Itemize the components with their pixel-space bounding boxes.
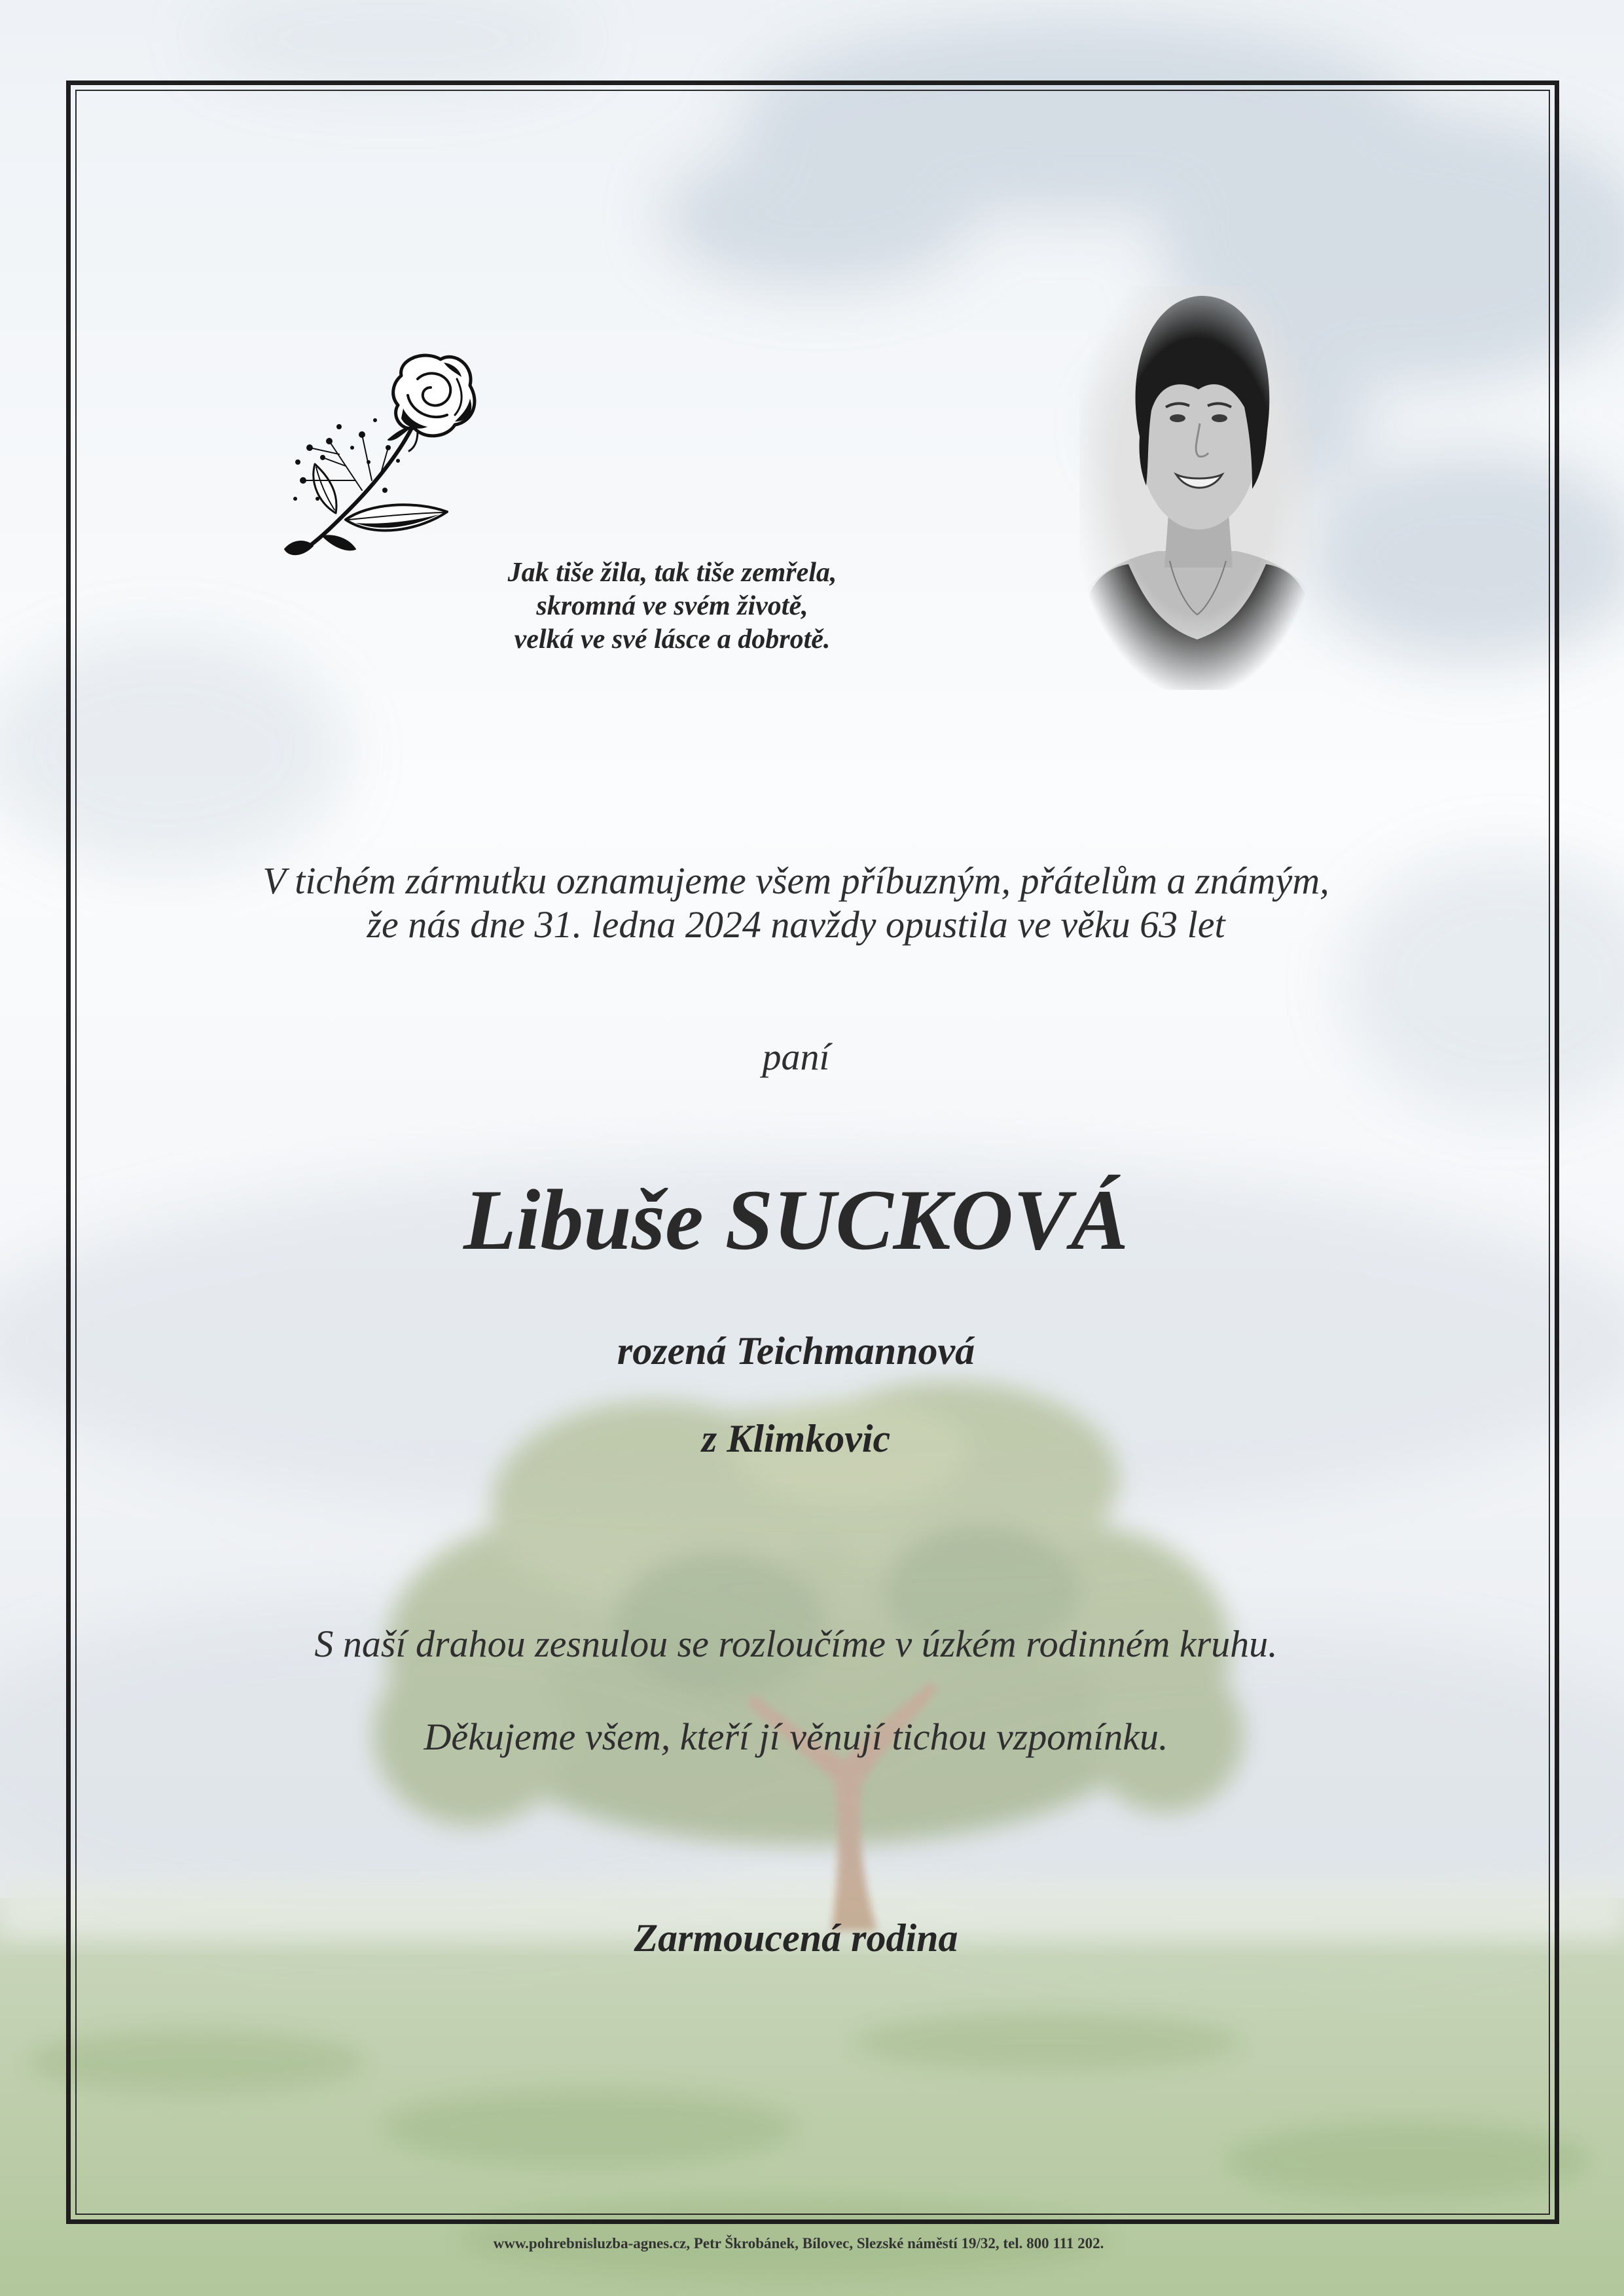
thanks-text: Děkujeme všem, kteří jí věnují tichou vzpomínku. — [424, 1715, 1168, 1758]
rose-icon — [283, 350, 477, 562]
signature: Zarmoucená rodina — [634, 1916, 958, 1960]
poem-line: Jak tiše žila, tak tiše zemřela, — [507, 558, 837, 588]
rose-head — [388, 355, 475, 451]
poem — [393, 556, 952, 656]
poem-line: skromná ve svém životě, — [536, 591, 808, 621]
portrait-photo — [1079, 286, 1314, 690]
announcement-line-2: že nás dne 31. ledna 2024 navždy opustila ve věku 63 let — [367, 903, 1225, 946]
farewell-text: S naší drahou zesnulou se rozloučíme v úzkém rodinném kruhu. — [314, 1623, 1278, 1665]
maiden-name: rozená Teichmannová — [617, 1329, 975, 1372]
origin: z Klimkovic — [701, 1417, 891, 1460]
deceased-name: Libuše SUCKOVÁ — [463, 1172, 1128, 1268]
footer-funeral-service: www.pohrebnisluzba-agnes.cz, Petr Škrobánek, Bílovec, Slezské náměstí 19/32, tel. 800 111 202. — [493, 2235, 1104, 2251]
poem-line: velká ve své lásce a dobrotě. — [514, 624, 831, 655]
portrait-eye-left — [1170, 414, 1185, 422]
announcement-line-1: V tichém zármutku oznamujeme všem příbuzným, přátelům a známým, — [262, 859, 1329, 902]
portrait-eye-right — [1212, 414, 1227, 422]
rose-blossoms — [293, 418, 400, 501]
rose-leaves — [285, 464, 447, 554]
salutation: paní — [762, 1035, 830, 1078]
